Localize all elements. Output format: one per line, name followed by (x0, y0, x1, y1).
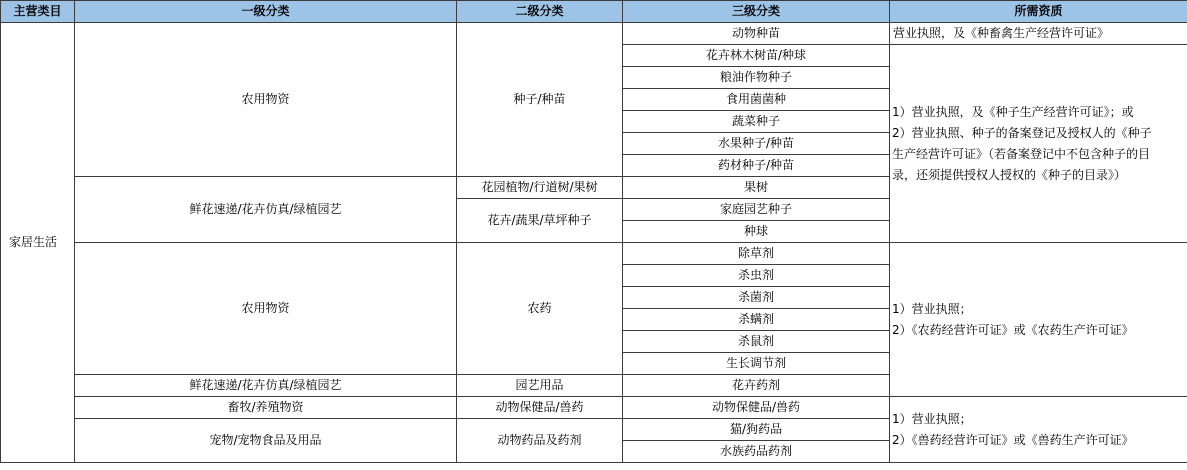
qualification-cell (890, 45, 1187, 243)
l1-cell: 农用物资 (75, 243, 457, 375)
qualification-line: 1）营业执照； (892, 301, 972, 316)
l3-cell: 种球 (623, 221, 890, 243)
l3-cell: 水族药品药剂 (623, 441, 890, 463)
l3-cell: 除草剂 (623, 243, 890, 265)
table-row (1, 243, 1187, 265)
l3-cell: 果树 (623, 177, 890, 199)
header-level3: 三级分类 (623, 1, 890, 23)
l3-cell: 花卉药剂 (623, 375, 890, 397)
qualification-line: 生产经营许可证》（若备案登记中不包含种子的目 (892, 146, 1151, 161)
table-row (1, 397, 1187, 419)
l2-cell: 花园植物/行道树/果树 (457, 177, 623, 199)
l1-cell: 农用物资 (75, 23, 457, 177)
l3-cell: 杀鼠剂 (623, 331, 890, 353)
l2-cell: 园艺用品 (457, 375, 623, 397)
l3-cell: 猫/狗药品 (623, 419, 890, 441)
qualification-cell (890, 243, 1187, 397)
l3-cell: 药材种子/种苗 (623, 155, 890, 177)
table-row (1, 23, 1187, 45)
l3-cell: 家庭园艺种子 (623, 199, 890, 221)
qualification-line: 2）《农药经营许可证》或《农药生产许可证》 (892, 322, 1134, 337)
qualification-line: 1）营业执照； (892, 411, 972, 426)
l3-cell: 动物种苗 (623, 23, 890, 45)
l3-cell: 食用菌菌种 (623, 89, 890, 111)
l2-cell: 种子/种苗 (457, 23, 623, 177)
header-row (1, 1, 1187, 23)
l3-cell: 水果种子/种苗 (623, 133, 890, 155)
l2-cell: 动物药品及药剂 (457, 419, 623, 463)
l1-cell: 畜牧/养殖物资 (75, 397, 457, 419)
qualification-line: 2）营业执照、种子的备案登记及授权人的《种子 (892, 125, 1152, 140)
header-main-category: 主营类目 (1, 1, 75, 23)
qualification-line: 录，还须提供授权人授权的《种子的目录》） (892, 167, 1127, 182)
l1-cell: 宠物/宠物食品及用品 (75, 419, 457, 463)
l3-cell: 杀虫剂 (623, 265, 890, 287)
header-qualification: 所需资质 (890, 1, 1187, 23)
l3-cell: 花卉林木树苗/种球 (623, 45, 890, 67)
l1-cell: 鲜花速递/花卉仿真/绿植园艺 (75, 177, 457, 243)
l2-cell: 花卉/蔬果/草坪种子 (457, 199, 623, 243)
header-level1: 一级分类 (75, 1, 457, 23)
header-level2: 二级分类 (457, 1, 623, 23)
l3-cell: 粮油作物种子 (623, 67, 890, 89)
qualification-cell (890, 397, 1187, 463)
l2-cell: 动物保健品/兽药 (457, 397, 623, 419)
qualification-line: 2）《兽药经营许可证》或《兽药生产许可证》 (892, 432, 1134, 447)
l1-cell: 鲜花速递/花卉仿真/绿植园艺 (75, 375, 457, 397)
qualification-line: 1）营业执照，及《种子生产经营许可证》；或 (892, 104, 1134, 119)
l2-cell: 农药 (457, 243, 623, 375)
l3-cell: 生长调节剂 (623, 353, 890, 375)
l3-cell: 动物保健品/兽药 (623, 397, 890, 419)
main-category-cell: 家居生活 (1, 23, 75, 463)
l3-cell: 杀螨剂 (623, 309, 890, 331)
l3-cell: 蔬菜种子 (623, 111, 890, 133)
qualification-cell: 营业执照，及《种畜禽生产经营许可证》 (890, 23, 1187, 45)
l3-cell: 杀菌剂 (623, 287, 890, 309)
